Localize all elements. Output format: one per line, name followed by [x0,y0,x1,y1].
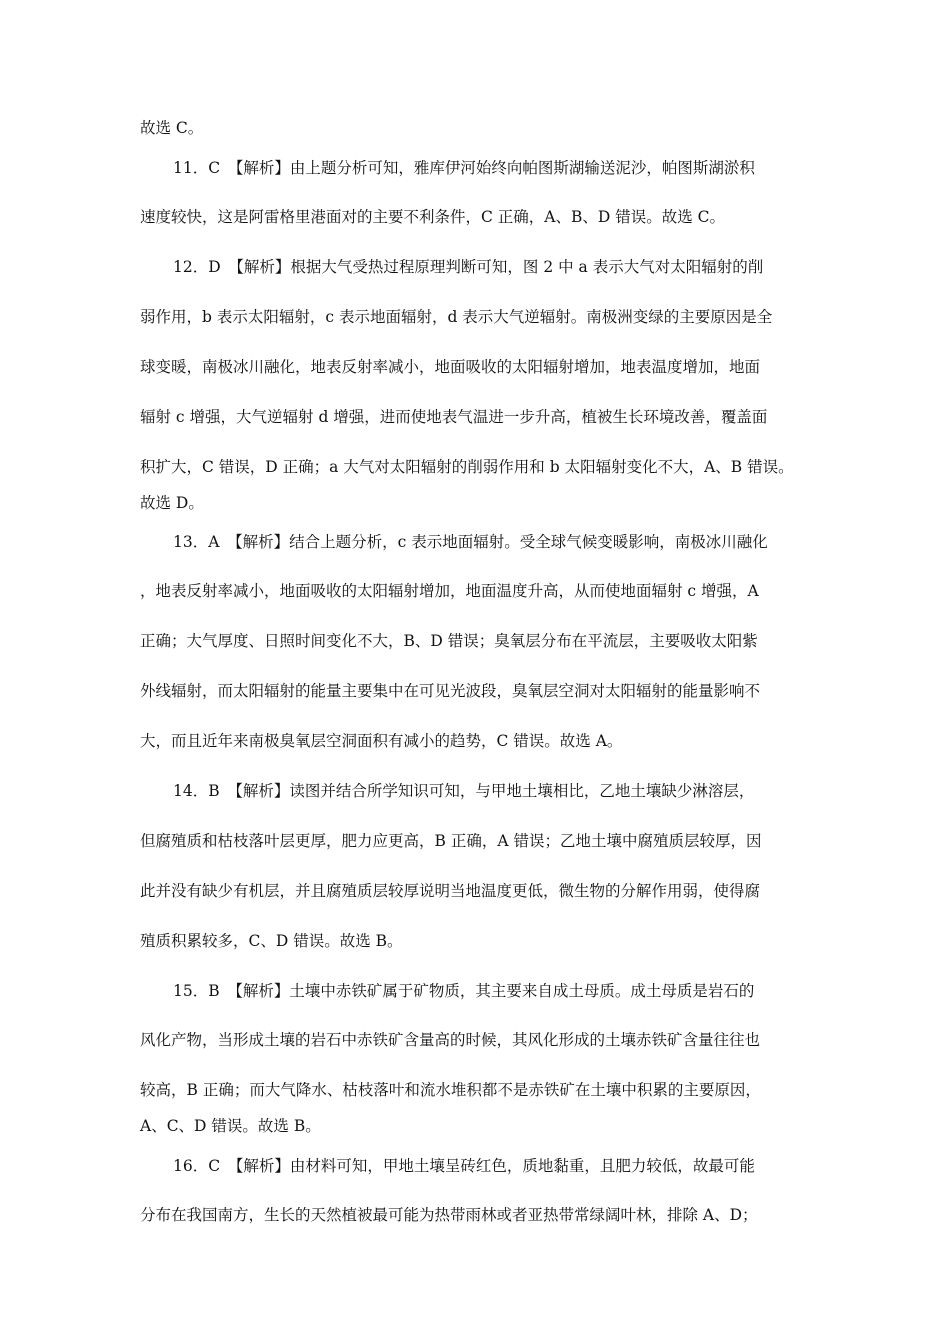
text-line: 球变暖，南极冰川融化，地表反射率减小，地面吸收的太阳辐射增加，地表温度增加，地面 [140,358,761,376]
answer-16-first-line: 16．C 【解析】由材料可知，甲地土壤呈砖红色，质地黏重，且肥力较低，故最可能 [173,1157,755,1175]
text-line: 较高，B 正确；而大气降水、枯枝落叶和流水堆积都不是赤铁矿在土壤中积累的主要原因， [140,1081,761,1099]
text-line: 积扩大，C 错误，D 正确；a 大气对太阳辐射的削弱作用和 b 太阳辐射变化不大，A、B 错误。 [140,458,794,476]
text-line: 正确；大气厚度、日照时间变化不大，B、D 错误；臭氧层分布在平流层，主要吸收太阳紫 [140,632,758,650]
text-line: 弱作用，b 表示太阳辐射，c 表示地面辐射，d 表示大气逆辐射。南极洲变绿的主要原因是全 [140,308,773,326]
text-line: ，地表反射率减小，地面吸收的太阳辐射增加，地面温度升高，从而使地面辐射 c 增强，A [140,582,759,600]
text-line: 大，而且近年来南极臭氧层空洞面积有减小的趋势，C 错误。故选 A。 [140,732,623,750]
text-line: 外线辐射，而太阳辐射的能量主要集中在可见光波段，臭氧层空洞对太阳辐射的能量影响不 [140,682,761,700]
text-line: 分布在我国南方，生长的天然植被最可能为热带雨林或者亚热带常绿阔叶林，排除 A、D； [140,1206,758,1224]
text-line: 殖质积累较多，C、D 错误。故选 B。 [140,932,403,950]
text-line: 但腐殖质和枯枝落叶层更厚，肥力应更高，B 正确，A 错误；乙地土壤中腐殖质层较厚，因 [140,832,762,850]
text-line: 故选 D。 [140,494,204,512]
text-line: 此并没有缺少有机层，并且腐殖质层较厚说明当地温度更低，微生物的分解作用弱，使得腐 [140,882,761,900]
text-line: 速度较快，这是阿雷格里港面对的主要不利条件，C 正确，A、B、D 错误。故选 C。 [140,208,726,226]
answer-14-first-line: 14．B 【解析】读图并结合所学知识可知，与甲地土壤相比，乙地土壤缺少淋溶层， [173,782,755,800]
text-line: 辐射 c 增强，大气逆辐射 d 增强，进而使地表气温进一步升高，植被生长环境改善，覆盖面 [140,408,768,426]
answer-11-first-line: 11．C 【解析】由上题分析可知，雅库伊河始终向帕图斯湖输送泥沙，帕图斯湖淤积 [173,159,755,177]
answer-15-first-line: 15．B 【解析】土壤中赤铁矿属于矿物质，其主要来自成土母质。成土母质是岩石的 [173,982,755,1000]
answer-12-first-line: 12．D 【解析】根据大气受热过程原理判断可知，图 2 中 a 表示大气对太阳辐射的削 [173,258,764,276]
text-line: 风化产物，当形成土壤的岩石中赤铁矿含量高的时候，其风化形成的土壤赤铁矿含量往往也 [140,1031,761,1049]
text-line: 故选 C。 [140,119,204,137]
answer-13-first-line: 13．A 【解析】结合上题分析，c 表示地面辐射。受全球气候变暖影响，南极冰川融化 [173,533,768,551]
text-line: A、C、D 错误。故选 B。 [140,1117,321,1135]
